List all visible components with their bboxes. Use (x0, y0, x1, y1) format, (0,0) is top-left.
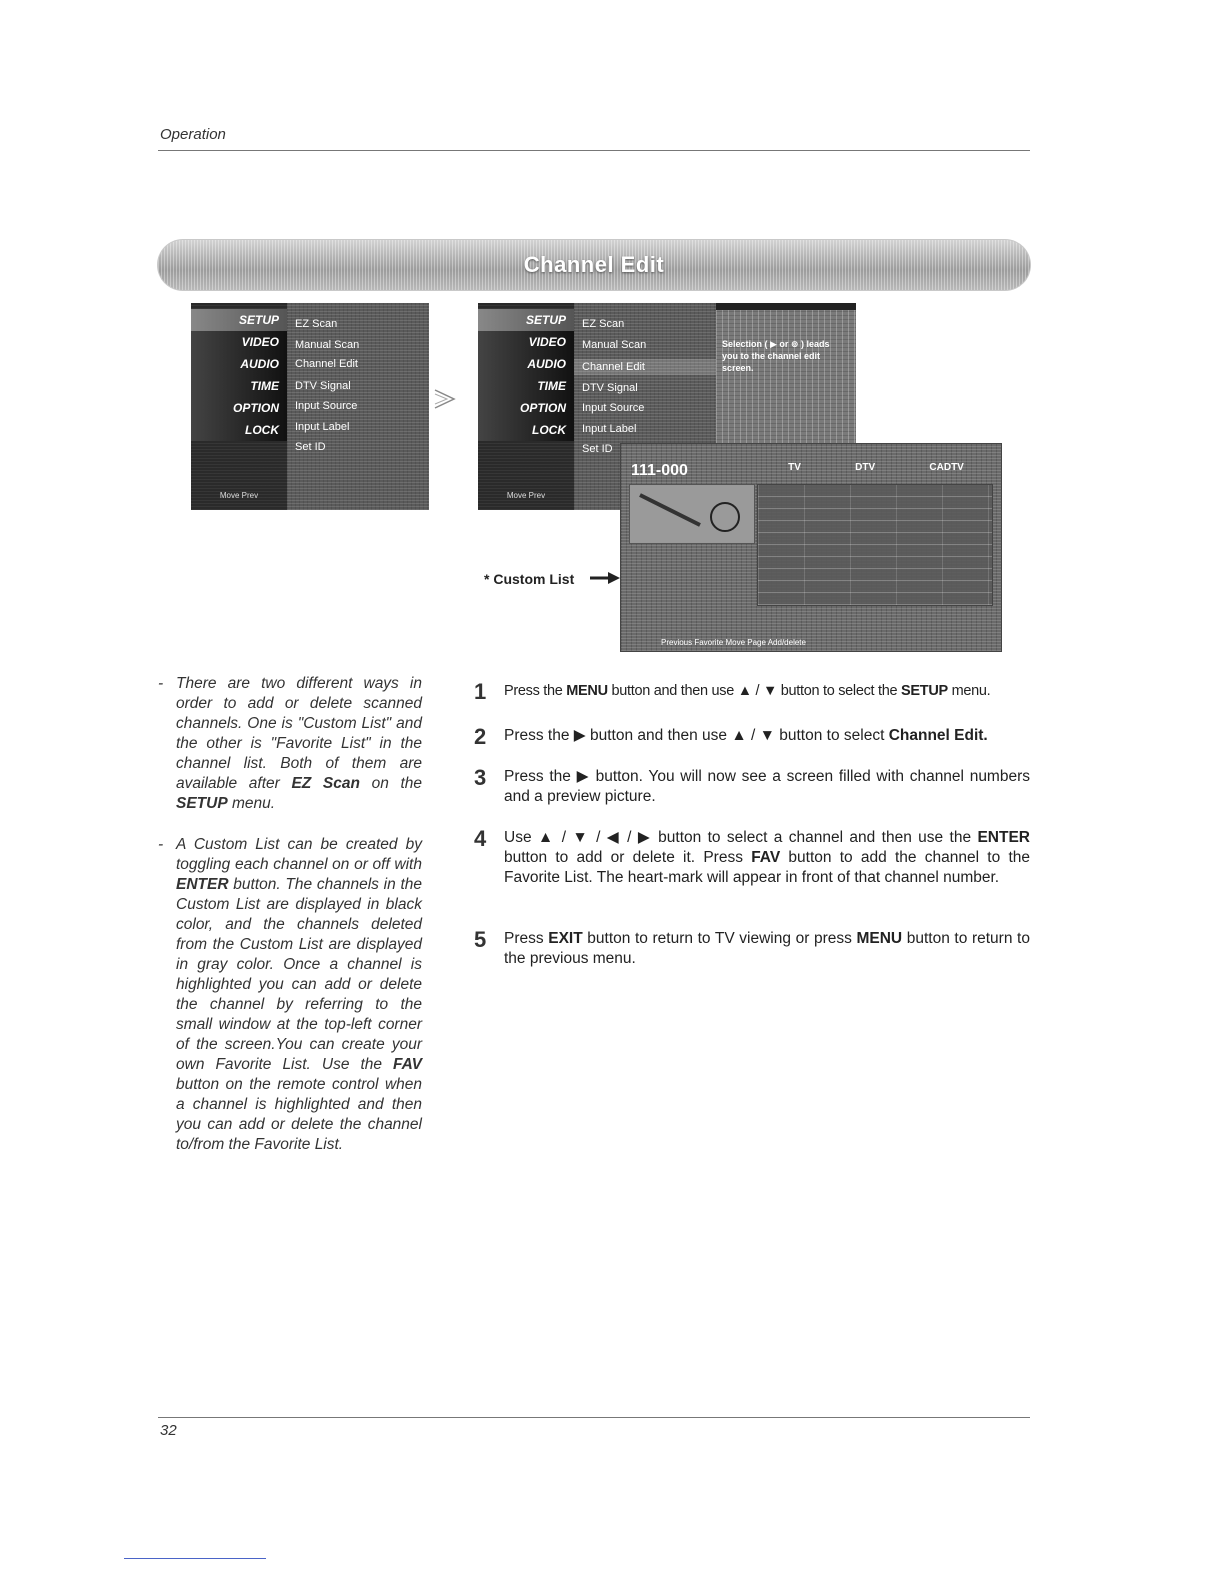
menu-footer: Move Prev (506, 491, 546, 500)
step-text: Use ▲ / ▼ / ◀ / ▶ button to select a channel and then use the ENTER button to add or delete it. Press FAV button to add the channel to the Favorite List. The heart-mark will appear in front of that channel number. (504, 829, 1030, 886)
arrow-right-icon (432, 386, 458, 417)
panel-footer: Previous Favorite Move Page Add/delete (661, 638, 806, 647)
menu-item: Set ID (582, 443, 613, 455)
menu-item: Input Label (295, 421, 350, 433)
step-number: 3 (474, 765, 487, 790)
custom-list-label: * Custom List (484, 571, 575, 587)
menu-item-selected: Channel Edit (574, 359, 716, 375)
custom-list-arrow-icon (588, 570, 622, 591)
menu-item-column (287, 303, 429, 510)
menu-tooltip (716, 310, 856, 444)
tab-dtv[interactable]: DTV (855, 462, 876, 473)
preview-picture-icon (630, 485, 754, 543)
menu-category: AUDIO (191, 353, 287, 375)
bottom-link-line (124, 1558, 266, 1559)
channel-grid (757, 484, 993, 606)
step-text: Press EXIT button to return to TV viewing or press MENU button to return to the previous menu. (504, 930, 1030, 967)
step-text: Press the ▶ button. You will now see a screen filled with channel numbers and a preview picture. (504, 768, 1030, 805)
step-number: 5 (474, 927, 487, 952)
menu-category: AUDIO (478, 353, 574, 375)
note-2: - A Custom List can be created by toggling each channel on or off with ENTER button. The channels in the Custom List are displayed in black color, and the channels deleted from the Custom List are displayed in gray color. Once a channel is highlighted you can add or delete the channel by referring to the small window at the top-left corner of the screen.You can create your own Favorite List. Use the FAV button on the remote control when a channel is highlighted and then you can add or delete the channel to/from the Favorite List. (158, 836, 422, 1153)
step-4 (474, 828, 1030, 888)
section-banner (158, 240, 1030, 290)
menu-category: OPTION (191, 397, 287, 419)
setup-menu-screenshot (191, 303, 429, 510)
header-rule (158, 150, 1030, 151)
menu-item: Channel Edit (295, 358, 358, 370)
step-number: 2 (474, 724, 487, 749)
menu-footer: Move Prev (219, 491, 259, 500)
menu-category: OPTION (478, 397, 574, 419)
menu-item: Manual Scan (295, 339, 360, 351)
menu-item: Manual Scan (582, 339, 647, 351)
menu-item: Input Label (582, 423, 637, 435)
menu-item: Input Source (295, 400, 358, 412)
tooltip-text: Selection ( ▶ or ⊚ ) leads you to the channel edit screen. (722, 339, 830, 373)
banner-title: Channel Edit (523, 252, 665, 277)
menu-category: TIME (478, 375, 574, 397)
section-header: Operation (160, 126, 226, 143)
menu-category-column (191, 303, 287, 510)
menu-item: EZ Scan (582, 318, 625, 330)
menu-item: Set ID (295, 441, 326, 453)
menu-category: TIME (191, 375, 287, 397)
menu-category: LOCK (191, 419, 287, 441)
note-1: - There are two different ways in order to add or delete scanned channels. One is "Custom List" and the other is "Favorite List" in the channel list. Both of them are available after EZ Scan on the SETUP menu. (158, 675, 422, 812)
page-number: 32 (160, 1422, 177, 1439)
menu-item: DTV Signal (582, 382, 638, 394)
note-text: A Custom List can be created by toggling each channel on or off with ENTER button. The channels in the Custom List are displayed in black color, and the channels deleted from the Custom List are displayed in gray color. Once a channel is highlighted you can add or delete the channel by referring to the small window at the top-left corner of the screen.You can create your own Favorite List. Use the FAV button on the remote control when a channel is highlighted and then you can add or delete the channel to/from the Favorite List. (176, 836, 422, 1153)
tab-tv[interactable]: TV (788, 462, 801, 473)
step-number: 1 (474, 679, 487, 704)
channel-edit-panel (620, 443, 1002, 652)
menu-item: EZ Scan (295, 318, 338, 330)
step-1 (474, 679, 1030, 704)
menu-item: DTV Signal (295, 380, 351, 392)
note-text: There are two different ways in order to add or delete scanned channels. One is "Custom List" and the other is "Favorite List" in the channel list. Both of them are available after EZ Scan on the SETUP menu. (176, 675, 422, 812)
menu-item: Input Source (582, 402, 645, 414)
menu-category: LOCK (478, 419, 574, 441)
step-text: Press the ▶ button and then use ▲ / ▼ button to select Channel Edit. (504, 727, 988, 744)
step-text: Press the MENU button and then use ▲ / ▼ button to select the SETUP menu. (504, 683, 991, 699)
menu-category: VIDEO (191, 331, 287, 353)
menu-category: SETUP (478, 309, 574, 331)
step-5 (474, 929, 1030, 969)
menu-category: SETUP (191, 309, 287, 331)
menu-category-column (478, 303, 574, 510)
footer-rule (158, 1417, 1030, 1418)
tab-cadtv[interactable]: CADTV (929, 462, 964, 473)
current-channel: 111-000 (631, 462, 688, 479)
channel-tabs (761, 462, 991, 478)
step-3 (474, 767, 1030, 807)
menu-category: VIDEO (478, 331, 574, 353)
preview-window (629, 484, 755, 544)
step-2 (474, 724, 1030, 749)
step-number: 4 (474, 826, 487, 851)
